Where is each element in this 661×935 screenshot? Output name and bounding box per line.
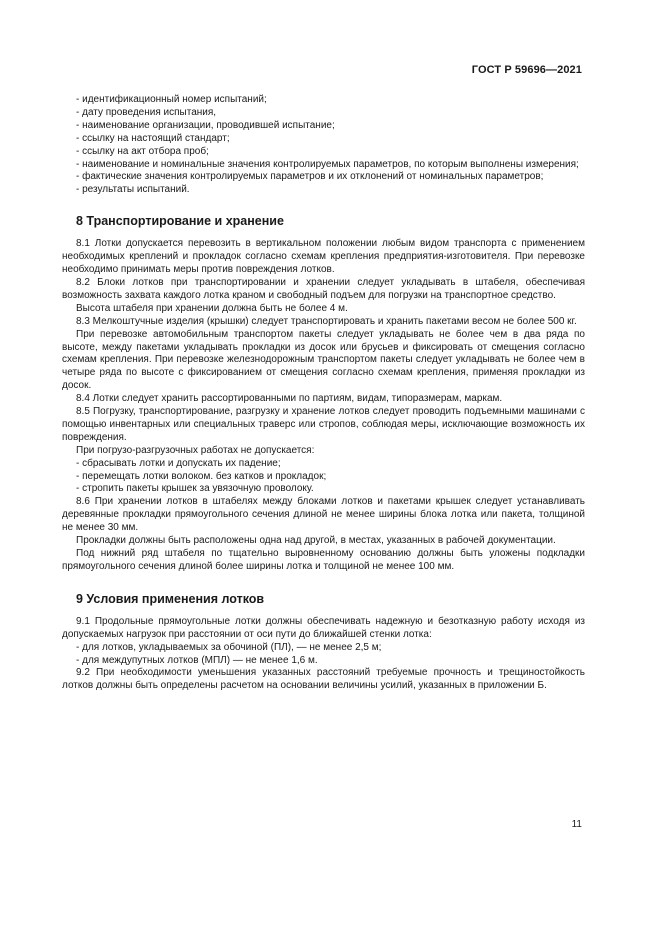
list-item: - для междупутных лотков (МПЛ) — не менее 1,6 м. — [76, 654, 318, 666]
list-item: - перемещать лотки волоком. без катков и прокладок; — [76, 470, 327, 482]
section-9-body — [62, 616, 585, 693]
paragraph: 8.3 Мелкоштучные изделия (крышки) следует транспортировать и хранить пакетами весом не более 500 кг. — [76, 315, 577, 327]
list-item: - наименование организации, проводившей испытание; — [76, 119, 335, 131]
list-item: - для лотков, укладываемых за обочиной (ПЛ), — не менее 2,5 м; — [76, 641, 382, 653]
paragraph: 8.6 При хранении лотков в штабелях между блоками лотков и пакетами крышек следует устанавливать деревянные прокладки прямоугольного сечения длиной не менее ширины блока лотка или пакета, толщиной не менее 30 мм. — [62, 496, 585, 534]
paragraph: 8.2 Блоки лотков при транспортировании и хранении следует укладывать в штабеля, обеспечивая возможность захвата каждого лотка краном и свободный подъем для погрузки на транспортное средство. — [62, 276, 585, 301]
list-item: - фактические значения контролируемых параметров и их отклонений от номинальных параметров; — [76, 171, 544, 183]
paragraph: При перевозке автомобильным транспортом пакеты следует укладывать не более чем в два ряда по высоте, между пакетами укладывать прокладки из досок или брусьев и фиксировать от смещения согласно схемам крепления. При перевозке железнодорожным транспортом пакеты следует укладывать не более чем в четыре ряда по высоте с фиксированием от смещения согласно схемам крепления, применяя прокладки из досок. — [62, 328, 585, 392]
test-report-list — [62, 94, 585, 197]
list-item: - сбрасывать лотки и допускать их падение; — [76, 457, 281, 469]
section-8-body — [62, 238, 585, 574]
paragraph: 9.1 Продольные прямоугольные лотки должны обеспечивать надежную и безотказную работу исходя из допускаемых нагрузок при расстоянии от оси пути до ближайшей стенки лотка: — [62, 615, 585, 640]
paragraph: Под нижний ряд штабеля по тщательно выровненному основанию должны быть уложены подкладки прямоугольного сечения длиной более ширины лотка и толщиной не менее 100 мм. — [62, 548, 585, 572]
page-content — [62, 94, 585, 693]
list-item: - наименование и номинальные значения контролируемых параметров, по которым выполнены измерения; — [76, 158, 579, 170]
paragraph: 8.5 Погрузку, транспортирование, разгрузку и хранение лотков следует проводить подъемными машинами с помощью инвентарных или специальных траверс или стропов, соблюдая меры, исключающие возможность их повреждения. — [62, 406, 585, 443]
list-item: - идентификационный номер испытаний; — [76, 94, 267, 105]
paragraph: При погрузо-разгрузочных работах не допускается: — [76, 444, 315, 456]
paragraph: Прокладки должны быть расположены одна над другой, в местах, указанных в рабочей документации. — [76, 535, 556, 547]
list-item: - ссылку на акт отбора проб; — [76, 145, 209, 157]
list-item: - ссылку на настоящий стандарт; — [76, 132, 230, 144]
list-item: - результаты испытаний. — [76, 184, 190, 196]
list-item: - дату проведения испытания, — [76, 106, 217, 118]
paragraph: Высота штабеля при хранении должна быть не более 4 м. — [76, 302, 348, 314]
page-number: 11 — [571, 819, 582, 830]
section-8-heading: 8 Транспортирование и хранение — [76, 214, 284, 229]
standard-header: ГОСТ Р 59696—2021 — [471, 64, 582, 76]
list-item: - стропить пакеты крышек за увязочную проволоку. — [76, 483, 314, 495]
paragraph: 8.4 Лотки следует хранить рассортированными по партиям, видам, типоразмерам, маркам. — [76, 393, 503, 405]
paragraph: 8.1 Лотки допускается перевозить в вертикальном положении любым видом транспорта с применением необходимых креплений и прокладок согласно схемам крепления предприятия-изготовителя. При перевозке необходимо принимать меры против повреждения лотков. — [62, 238, 585, 276]
section-9-heading: 9 Условия применения лотков — [76, 591, 265, 606]
paragraph: 9.2 При необходимости уменьшения указанных расстояний требуемые прочность и трещиностойкость лотков должны быть определены расчетом на основании величины усилий, указанных в приложении Б. — [62, 667, 585, 692]
